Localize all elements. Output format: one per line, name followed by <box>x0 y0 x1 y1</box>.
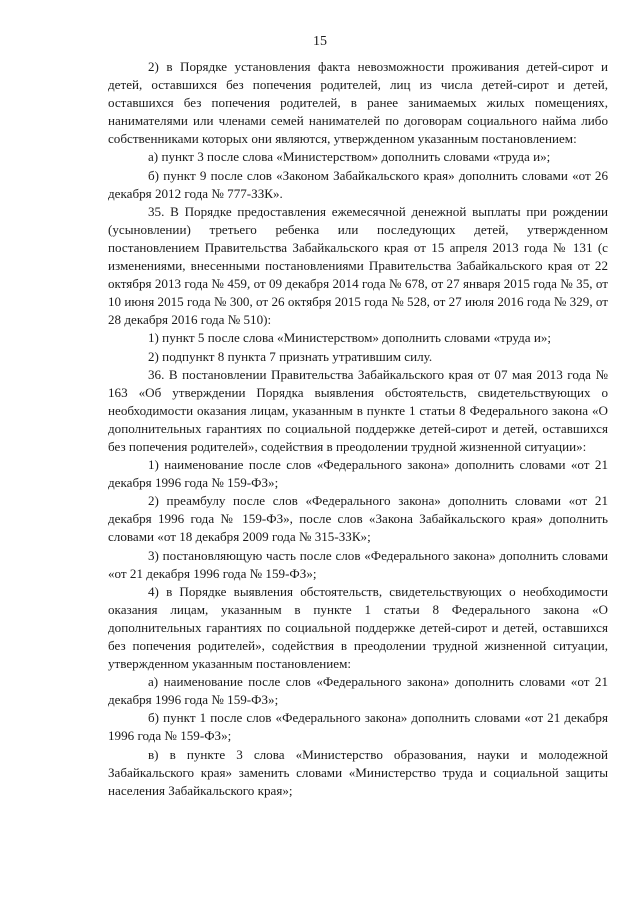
document-body <box>108 58 608 800</box>
paragraph: б) пункт 9 после слов «Законом Забайкальского края» дополнить словами «от 26 декабря 2012 года № 777-ЗЗК». <box>108 167 608 201</box>
paragraph: 4) в Порядке выявления обстоятельств, свидетельствующих о необходимости оказания лицам, указанным в пункте 1 статьи 8 Федерального закона «О дополнительных гарантиях по социальной поддержке детей-сирот и детей, оставшихся без попечения родителей», содействия в преодолении трудной жизненной ситуации, утвержденном указанным постановлением: <box>108 583 608 672</box>
paragraph: 2) преамбулу после слов «Федерального закона» дополнить словами «от 21 декабря 1996 года № 159-ФЗ», после слов «Закона Забайкальского края» дополнить словами «от 18 декабря 2009 года № 315-ЗЗК»; <box>108 493 608 545</box>
paragraph: 1) пункт 5 после слова «Министерством» дополнить словами «труда и»; <box>148 330 552 346</box>
paragraph: 36. В постановлении Правительства Забайкальского края от 07 мая 2013 года № 163 «Об утверждении Порядка выявления обстоятельств, свидетельствующих о необходимости оказания лицам, указанным в пункте 1 статьи 8 Федерального закона «О дополнительных гарантиях по социальной поддержке детей-сирот и детей, оставшихся без попечения родителей», содействия в преодолении трудной жизненной ситуации»: <box>108 366 608 454</box>
paragraph: а) наименование после слов «Федерального закона» дополнить словами «от 21 декабря 1996 года № 159-ФЗ»; <box>108 674 608 708</box>
paragraph: б) пункт 1 после слов «Федерального закона» дополнить словами «от 21 декабря 1996 года № 159-ФЗ»; <box>108 710 608 744</box>
page-number: 15 <box>313 34 327 49</box>
paragraph: 1) наименование после слов «Федерального закона» дополнить словами «от 21 декабря 1996 года № 159-ФЗ»; <box>108 457 608 491</box>
paragraph: 2) подпункт 8 пункта 7 признать утратившим силу. <box>148 348 433 364</box>
paragraph: а) пункт 3 после слова «Министерством» дополнить словами «труда и»; <box>148 149 551 165</box>
paragraph: 2) в Порядке установления факта невозможности проживания детей-сирот и детей, оставшихся без попечения родителей, лиц из числа детей-сирот и детей, оставшихся без попечения родителей, в ранее занимаемых жилых помещениях, нанимателями или членами семей нанимателей по договорам социального найма либо собственниками которых они являются, утвержденном указанным постановлением: <box>108 59 608 147</box>
paragraph: 35. В Порядке предоставления ежемесячной денежной выплаты при рождении (усыновлении) третьего ребенка или последующих детей, утвержденном постановлением Правительства Забайкальского края от 15 апреля 2013 года № 131 (с изменениями, внесенными постановлениями Правительства Забайкальского края от 22 октября 2013 года № 459, от 09 декабря 2014 года № 678, от 27 января 2015 года № 35, от 10 июня 2015 года № 300, от 26 октября 2015 года № 528, от 27 июля 2016 года № 329, от 28 декабря 2016 года № 510): <box>108 203 608 328</box>
paragraph: в) в пункте 3 слова «Министерство образования, науки и молодежной Забайкальского края» заменить словами «Министерство труда и социальной защиты населения Забайкальского края»; <box>108 746 608 798</box>
paragraph: 3) постановляющую часть после слов «Федерального закона» дополнить словами «от 21 декабря 1996 года № 159-ФЗ»; <box>108 547 608 581</box>
